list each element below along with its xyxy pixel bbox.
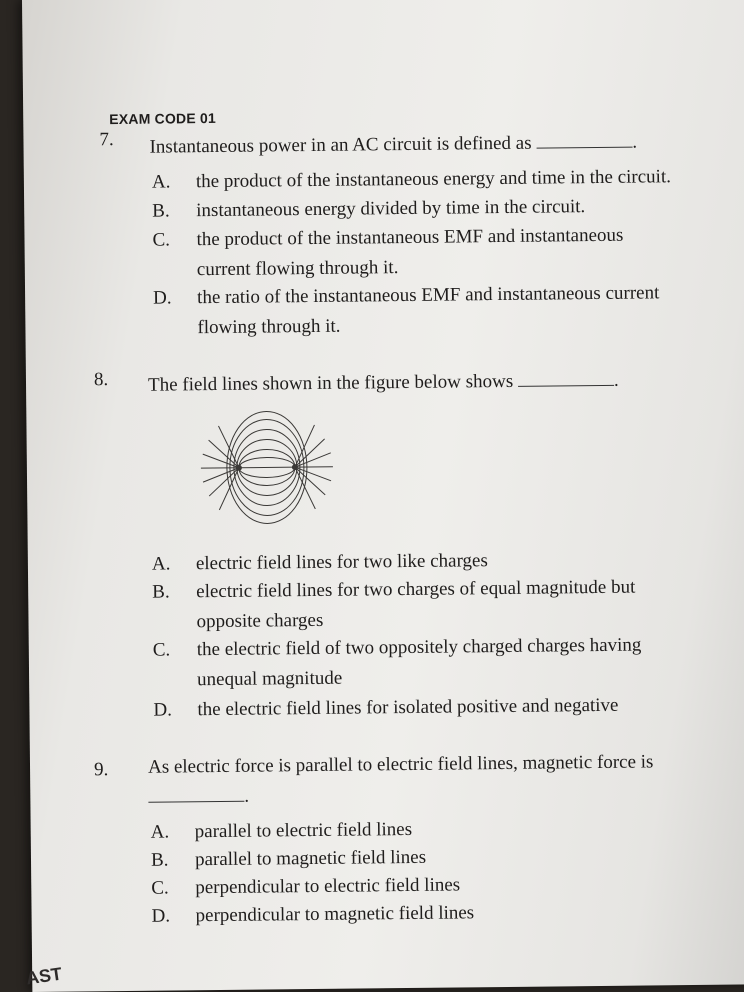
q7-option-c xyxy=(152,220,744,284)
option-letter: A. xyxy=(150,821,170,843)
question-8-number: 8. xyxy=(93,369,109,391)
dipole-field-lines-figure xyxy=(196,409,337,528)
option-letter: A. xyxy=(151,553,171,575)
option-letter: C. xyxy=(151,877,169,899)
option-letter: D. xyxy=(153,287,172,309)
answer-blank xyxy=(518,371,614,387)
option-letter: C. xyxy=(152,639,171,661)
option-text: parallel to magnetic field lines xyxy=(194,846,427,871)
option-text: the product of the instantaneous EMF and instantaneous xyxy=(196,224,624,251)
option-letter: A. xyxy=(151,171,171,193)
question-8-stem: The field lines shown in the figure below shows xyxy=(147,370,514,396)
option-letter: B. xyxy=(152,581,170,603)
option-text-line2: flowing through it. xyxy=(197,315,341,339)
option-text-line2: unequal magnitude xyxy=(197,667,343,691)
option-letter: B. xyxy=(150,849,169,871)
option-text: parallel to electric field lines xyxy=(194,818,413,843)
option-text: electric field lines for two like charges xyxy=(195,550,488,575)
option-letter: B. xyxy=(152,200,170,222)
question-7-text: Instantaneous power in an AC circuit is defined as . xyxy=(149,131,638,158)
option-text-line2: current flowing through it. xyxy=(196,257,399,281)
question-9-number: 9. xyxy=(93,759,109,781)
option-text: the electric field lines for isolated positive and negative xyxy=(197,694,619,721)
question-7-stem: Instantaneous power in an AC circuit is defined as xyxy=(149,132,532,158)
option-letter: D. xyxy=(151,905,171,927)
option-text: instantaneous energy divided by time in the circuit. xyxy=(196,196,586,222)
option-text: the electric field of two oppositely charged charges having xyxy=(196,634,642,661)
q7-option-d xyxy=(153,278,744,342)
question-8-text: The field lines shown in the figure below shows . xyxy=(147,369,619,396)
option-text: the ratio of the instantaneous EMF and instantaneous current xyxy=(197,282,660,309)
answer-blank xyxy=(148,787,244,803)
answer-blank xyxy=(536,133,632,149)
corner-stamp: AST xyxy=(24,963,64,989)
q9-option-d xyxy=(151,896,744,930)
question-7-number: 7. xyxy=(99,129,114,151)
question-9-blank-line: . xyxy=(148,786,249,809)
option-text: the product of the instantaneous energy and time in the circuit. xyxy=(195,166,672,193)
option-text: electric field lines for two charges of equal magnitude but xyxy=(196,576,636,603)
option-text-line2: opposite charges xyxy=(196,609,324,633)
q8-option-b xyxy=(152,572,744,636)
option-text: perpendicular to magnetic field lines xyxy=(195,902,475,927)
option-text: perpendicular to electric field lines xyxy=(195,874,461,899)
q8-option-c xyxy=(153,630,744,694)
question-9-text: As electric force is parallel to electric field lines, magnetic force is xyxy=(147,751,654,778)
q8-option-d xyxy=(153,690,744,724)
option-letter: D. xyxy=(153,699,173,721)
option-letter: C. xyxy=(152,229,171,251)
exam-code: EXAM CODE 01 xyxy=(109,109,216,128)
exam-paper xyxy=(22,0,744,992)
